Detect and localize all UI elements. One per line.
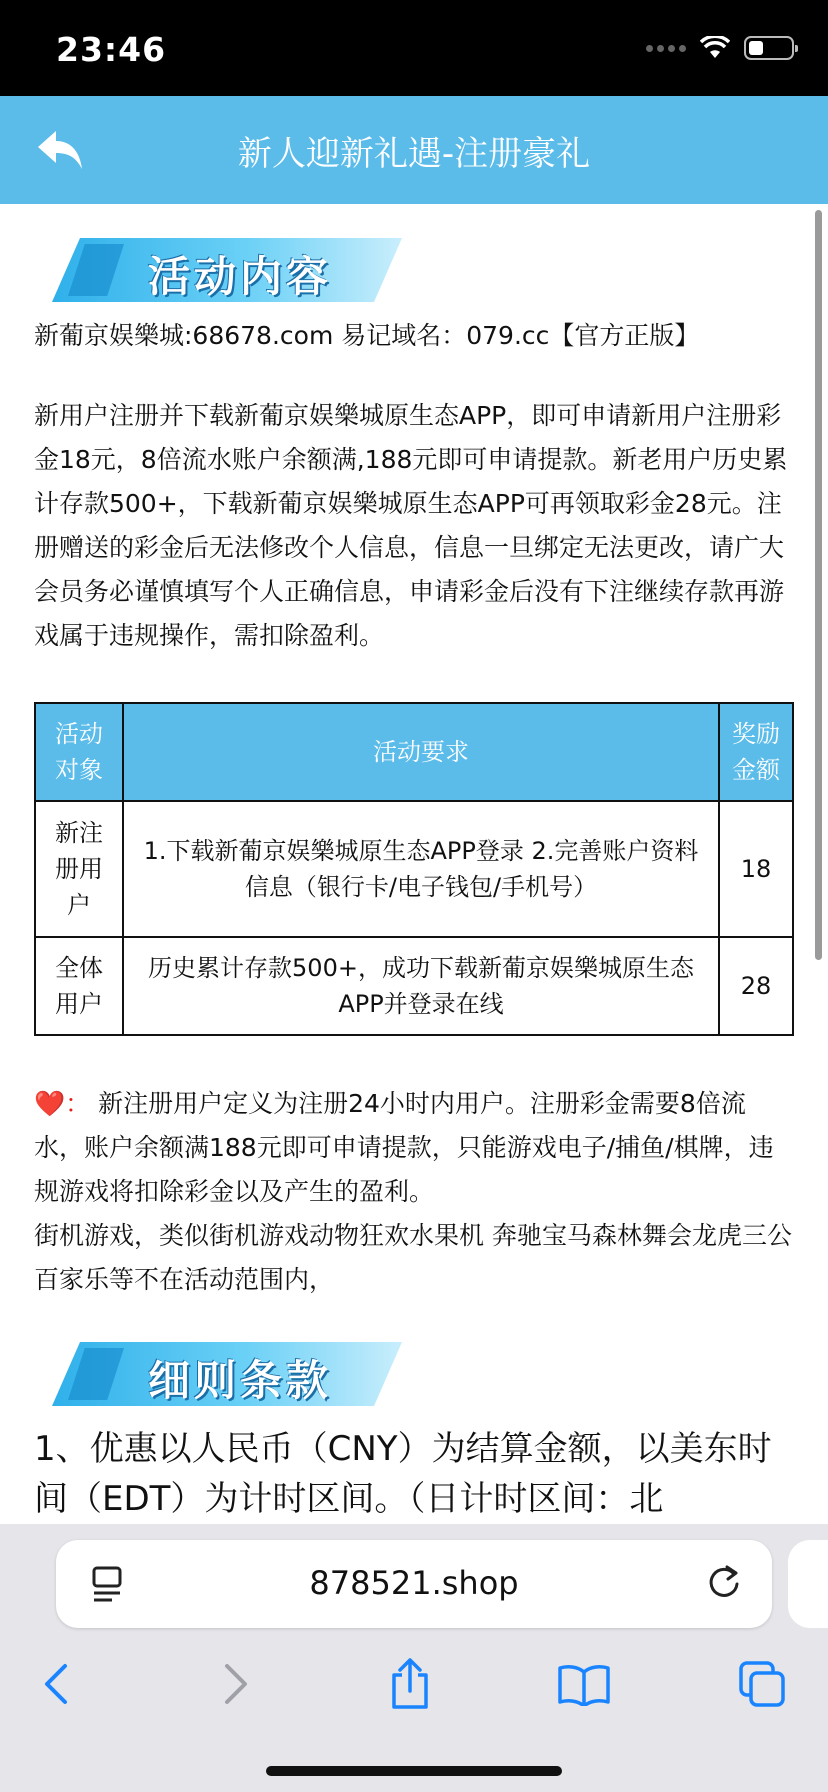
tabs-icon [737, 1659, 787, 1709]
terms-paragraph: 1、优惠以人民币（CNY）为结算金额，以美东时间（EDT）为计时区间。（日计时区间：北 [34, 1429, 772, 1519]
table-cell-requirement: 1.下载新葡京娱樂城原生态APP登录 2.完善账户资料信息（银行卡/电子钱包/手机号） [123, 801, 719, 937]
table-cell-target: 全体用户 [35, 937, 123, 1035]
chevron-left-icon [41, 1662, 71, 1706]
share-icon [388, 1657, 432, 1711]
note-colon: ： [65, 1089, 91, 1118]
section-title-activity: 活动内容 [148, 252, 333, 301]
cellular-signal-icon [646, 45, 686, 52]
note-paragraph-2: 街机游戏，类似街机游戏动物狂欢水果机 奔驰宝马森林舞会龙虎三公百家乐等不在活动范围内， [34, 1221, 792, 1294]
address-bar[interactable] [56, 1540, 772, 1628]
table-header-row [35, 703, 793, 801]
scrollbar[interactable] [815, 210, 822, 960]
intro-paragraph: 新用户注册并下载新葡京娱樂城原生态APP，即可申请新用户注册彩金18元，8倍流水账户余额满,188元即可申请提款。新老用户历史累计存款500+，下载新葡京娱樂城原生态APP可再领取彩金28元。注册赠送的彩金后无法修改个人信息，信息一旦绑定无法更改，请广大会员务必谨慎填写个人正确信息，申请彩金后没有下注继续存款再游戏属于违规操作，需扣除盈利。 [34, 401, 788, 650]
battery-icon [744, 36, 794, 60]
nav-header [0, 96, 828, 204]
table-row [35, 801, 793, 937]
bookmarks-button[interactable] [554, 1654, 614, 1714]
heart-icon: ❤️ [34, 1089, 66, 1118]
page-content[interactable] [0, 204, 828, 1524]
book-icon [557, 1662, 611, 1706]
table-header-cell: 奖励金额 [719, 703, 793, 801]
table-header-cell: 活动对象 [35, 703, 123, 801]
table-row [35, 937, 793, 1035]
domain-line: 新葡京娱樂城:68678.com 易记域名：079.cc【官方正版】 [34, 321, 700, 350]
forward-nav-button[interactable] [206, 1654, 266, 1714]
status-icons [646, 36, 794, 60]
browser-nav-toolbar [0, 1654, 828, 1724]
section-banner-activity [52, 238, 402, 302]
home-indicator[interactable] [266, 1766, 562, 1776]
note-paragraph [0, 1082, 828, 1214]
section-title-terms: 细则条款 [148, 1356, 333, 1405]
page-title: 新人迎新礼遇-注册豪礼 [237, 134, 591, 174]
reward-table [34, 702, 794, 1036]
reload-icon[interactable] [704, 1562, 744, 1602]
next-tab-pill[interactable] [788, 1540, 828, 1628]
url-text[interactable]: 878521.shop [309, 1564, 519, 1602]
table-header-cell: 活动要求 [123, 703, 719, 801]
note-text: 新注册用户定义为注册24小时内用户。注册彩金需要8倍流水，账户余额满188元即可申请提款，只能游戏电子/捕鱼/棋牌，违规游戏将扣除彩金以及产生的盈利。 [34, 1089, 774, 1206]
table-cell-requirement: 历史累计存款500+，成功下载新葡京娱樂城原生态APP并登录在线 [123, 937, 719, 1035]
table-cell-target: 新注册用户 [35, 801, 123, 937]
share-button[interactable] [380, 1654, 440, 1714]
browser-toolbar [0, 1524, 828, 1792]
tabs-button[interactable] [732, 1654, 792, 1714]
status-time: 23:46 [56, 30, 167, 69]
table-cell-amount: 18 [719, 801, 793, 937]
section-banner-terms [52, 1342, 402, 1406]
wifi-icon [700, 36, 730, 60]
table-cell-amount: 28 [719, 937, 793, 1035]
back-nav-button[interactable] [26, 1654, 86, 1714]
chevron-right-icon [221, 1662, 251, 1706]
status-bar [0, 0, 828, 96]
